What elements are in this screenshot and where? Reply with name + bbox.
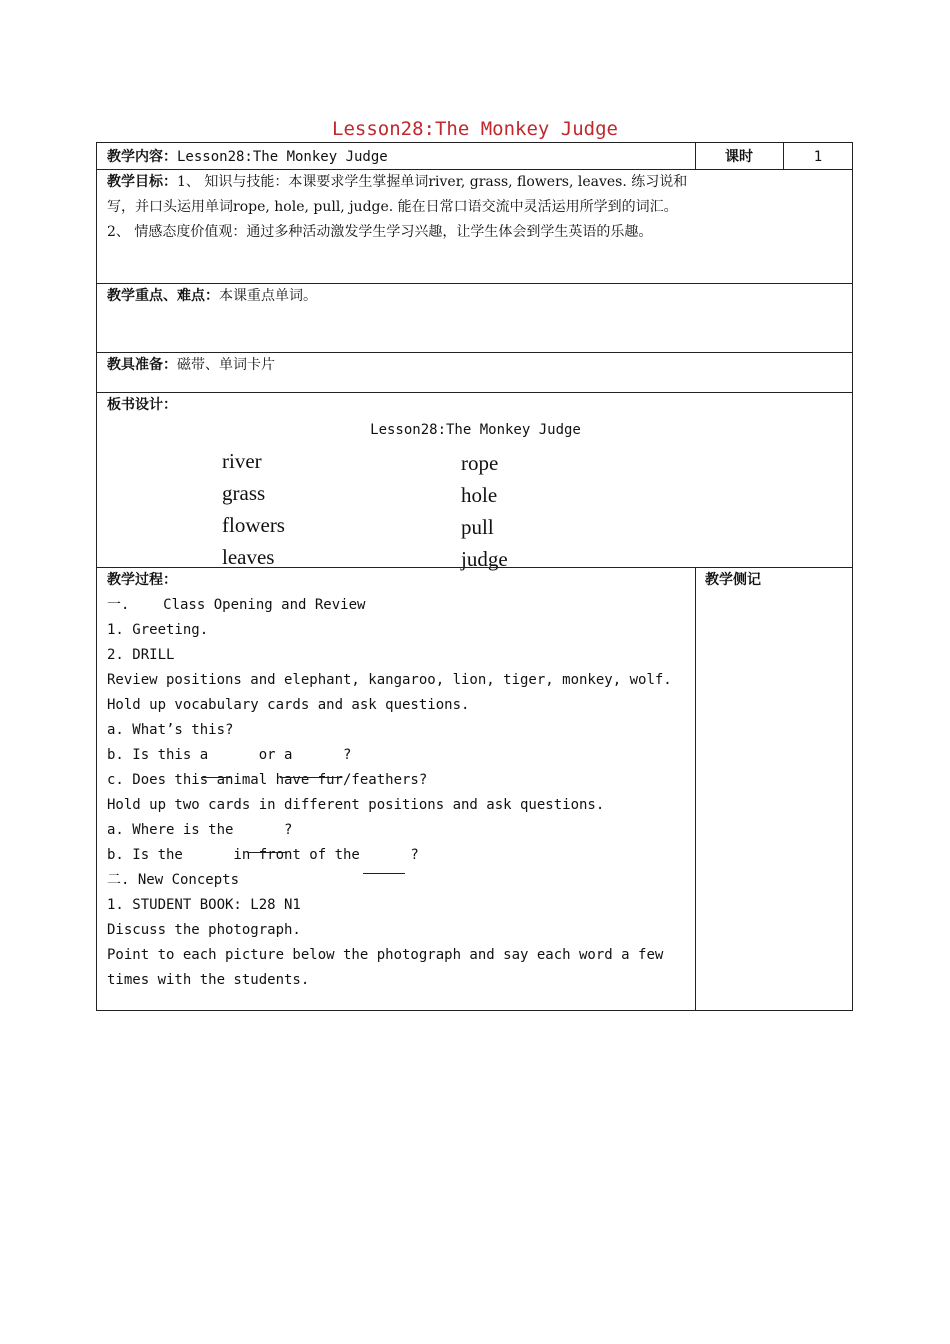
period-label: 课时: [725, 149, 753, 165]
process-label: 教学过程：: [107, 572, 177, 588]
process-line: 1. STUDENT BOOK: L28 N1: [107, 897, 301, 913]
process-row: [96, 567, 853, 1011]
blank-line: [280, 777, 342, 779]
objectives-label: 教学目标：: [107, 174, 177, 190]
process-line: a. Where is the ?: [107, 822, 293, 838]
board-word-left: river: [222, 449, 262, 473]
content-label: 教学内容：: [107, 149, 177, 165]
materials-label: 教具准备：: [107, 357, 177, 373]
blank-line: [247, 852, 287, 854]
process-line: Hold up vocabulary cards and ask questions.: [107, 697, 470, 713]
board-row: [96, 392, 853, 571]
process-line: Discuss the photograph.: [107, 922, 301, 938]
board-word-left: grass: [222, 481, 266, 505]
board-word-left: leaves: [222, 545, 275, 569]
objectives-row: [96, 169, 853, 283]
key-points-label: 教学重点、难点：: [107, 288, 219, 304]
process-line: Review positions and elephant, kangaroo, lion, tiger, monkey, wolf.: [107, 672, 672, 688]
objectives-line-3: 2、 情感态度价值观：通过多种活动激发学生学习兴趣，让学生体会到学生英语的乐趣。: [107, 224, 653, 240]
materials-value: 磁带、单词卡片: [177, 357, 275, 373]
process-line: Hold up two cards in different positions and ask questions.: [107, 797, 605, 813]
board-heading: Lesson28:The Monkey Judge: [370, 422, 581, 438]
objectives-line-1: 1、 知识与技能：本课要求学生掌握单词river, grass, flowers, leaves. 练习说和: [177, 174, 688, 190]
key-points-row: [96, 283, 853, 352]
board-word-right: hole: [461, 483, 498, 507]
blank-line: [363, 873, 405, 875]
board-word-right: pull: [461, 515, 494, 539]
board-label: 板书设计：: [107, 397, 177, 413]
board-word-right: judge: [461, 547, 508, 571]
materials-row: [96, 352, 853, 392]
process-line: times with the students.: [107, 972, 310, 988]
board-word-left: flowers: [222, 513, 285, 537]
process-line: 1. Greeting.: [107, 622, 209, 638]
divider: [695, 568, 696, 1011]
blank-line: [201, 777, 231, 779]
process-line: a. What’s this?: [107, 722, 234, 738]
process-line: b. Is the in front of the ?: [107, 847, 419, 863]
key-points-value: 本课重点单词。: [219, 288, 317, 304]
process-line: c. Does this animal have fur/feathers?: [107, 772, 428, 788]
process-line: 2. DRILL: [107, 647, 175, 663]
process-line: Point to each picture below the photograph and say each word a few: [107, 947, 664, 963]
header-row: [96, 142, 853, 169]
board-words: [97, 393, 854, 571]
content-value: Lesson28:The Monkey Judge: [177, 149, 388, 165]
process-line: 二. New Concepts: [107, 872, 240, 888]
board-word-right: rope: [461, 451, 499, 475]
period-value: 1: [813, 149, 823, 165]
side-notes-label: 教学侧记: [705, 572, 761, 588]
document-title: Lesson28:The Monkey Judge: [332, 118, 618, 140]
process-line: 一. Class Opening and Review: [107, 597, 366, 613]
process-line: b. Is this a or a ?: [107, 747, 352, 763]
objectives-line-2: 写，并口头运用单词rope, hole, pull, judge. 能在日常口语交流中灵活运用所学到的词汇。: [107, 199, 678, 215]
